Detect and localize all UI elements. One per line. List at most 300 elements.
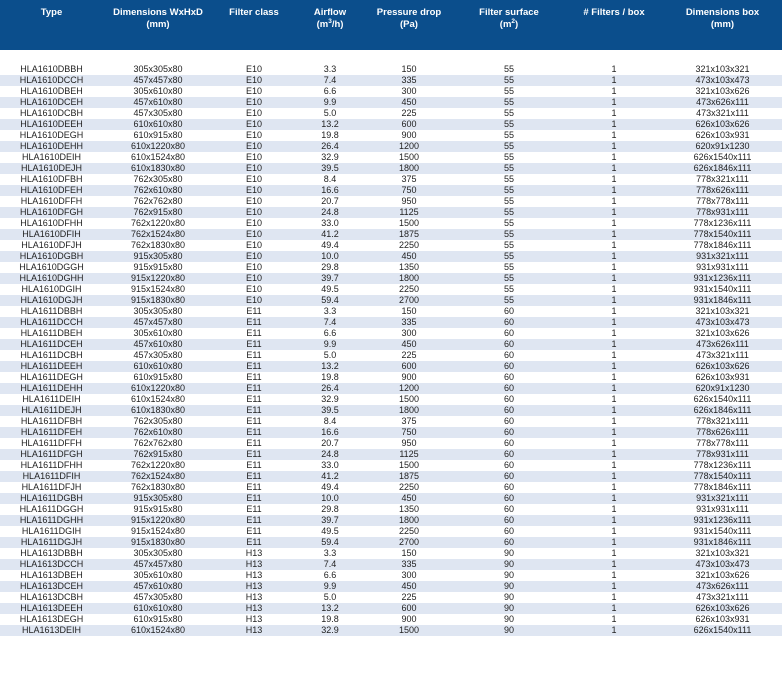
cell-filter-surface: 55 — [453, 295, 565, 306]
cell-pressure-drop: 1350 — [365, 504, 453, 515]
cell-dimensions-box: 778x321x111 — [663, 416, 782, 427]
cell-filter-class: E10 — [213, 119, 295, 130]
table-row — [0, 207, 782, 218]
cell-filters-per-box: 1 — [565, 218, 663, 229]
cell-pressure-drop: 2250 — [365, 526, 453, 537]
cell-filter-surface: 55 — [453, 86, 565, 97]
cell-type: HLA1610DFHH — [0, 218, 103, 229]
cell-filters-per-box: 1 — [565, 548, 663, 559]
cell-dimensions-box: 778x1846x111 — [663, 482, 782, 493]
cell-pressure-drop: 300 — [365, 328, 453, 339]
cell-airflow: 24.8 — [295, 207, 365, 218]
cell-filters-per-box: 1 — [565, 229, 663, 240]
cell-pressure-drop: 950 — [365, 196, 453, 207]
cell-pressure-drop: 300 — [365, 86, 453, 97]
cell-dimensions: 457x305x80 — [103, 592, 213, 603]
cell-filter-class: E11 — [213, 438, 295, 449]
cell-filters-per-box: 1 — [565, 570, 663, 581]
cell-filter-class: E11 — [213, 449, 295, 460]
table-row — [0, 581, 782, 592]
table-row — [0, 174, 782, 185]
table-row — [0, 383, 782, 394]
cell-filters-per-box: 1 — [565, 526, 663, 537]
cell-filters-per-box: 1 — [565, 86, 663, 97]
cell-type: HLA1611DFBH — [0, 416, 103, 427]
cell-pressure-drop: 1350 — [365, 262, 453, 273]
table-row — [0, 625, 782, 636]
cell-type: HLA1610DFFH — [0, 196, 103, 207]
cell-dimensions-box: 778x1846x111 — [663, 240, 782, 251]
cell-dimensions-box: 778x931x111 — [663, 449, 782, 460]
cell-type: HLA1610DGGH — [0, 262, 103, 273]
cell-dimensions-box: 473x626x111 — [663, 339, 782, 350]
cell-filters-per-box: 1 — [565, 625, 663, 636]
cell-pressure-drop: 450 — [365, 493, 453, 504]
cell-airflow: 49.5 — [295, 526, 365, 537]
cell-dimensions-box: 321x103x626 — [663, 328, 782, 339]
table-row — [0, 152, 782, 163]
cell-airflow: 32.9 — [295, 625, 365, 636]
cell-type: HLA1613DCBH — [0, 592, 103, 603]
cell-dimensions-box: 626x103x626 — [663, 119, 782, 130]
cell-filter-class: E10 — [213, 97, 295, 108]
cell-type: HLA1610DEEH — [0, 119, 103, 130]
table-row — [0, 570, 782, 581]
cell-pressure-drop: 150 — [365, 548, 453, 559]
cell-airflow: 49.4 — [295, 240, 365, 251]
cell-dimensions: 610x1524x80 — [103, 152, 213, 163]
cell-airflow: 10.0 — [295, 251, 365, 262]
cell-filter-class: E11 — [213, 328, 295, 339]
cell-dimensions-box: 321x103x321 — [663, 64, 782, 75]
table-row — [0, 416, 782, 427]
cell-type: HLA1610DEJH — [0, 163, 103, 174]
cell-filters-per-box: 1 — [565, 97, 663, 108]
cell-airflow: 19.8 — [295, 614, 365, 625]
cell-dimensions: 610x915x80 — [103, 372, 213, 383]
cell-filter-surface: 60 — [453, 317, 565, 328]
cell-pressure-drop: 2700 — [365, 295, 453, 306]
cell-dimensions: 915x1830x80 — [103, 537, 213, 548]
cell-pressure-drop: 1875 — [365, 471, 453, 482]
cell-dimensions: 915x1220x80 — [103, 515, 213, 526]
cell-pressure-drop: 900 — [365, 130, 453, 141]
cell-airflow: 49.4 — [295, 482, 365, 493]
cell-dimensions: 915x1524x80 — [103, 526, 213, 537]
table-row — [0, 141, 782, 152]
cell-type: HLA1611DFJH — [0, 482, 103, 493]
cell-airflow: 26.4 — [295, 141, 365, 152]
header-dimensions-box: Dimensions box (mm) — [663, 0, 782, 50]
cell-filters-per-box: 1 — [565, 405, 663, 416]
cell-filter-surface: 60 — [453, 394, 565, 405]
cell-type: HLA1611DGBH — [0, 493, 103, 504]
cell-dimensions-box: 620x91x1230 — [663, 383, 782, 394]
cell-airflow: 49.5 — [295, 284, 365, 295]
cell-filter-class: H13 — [213, 625, 295, 636]
header-type: Type — [0, 0, 103, 50]
table-row — [0, 75, 782, 86]
cell-dimensions: 762x1830x80 — [103, 240, 213, 251]
cell-pressure-drop: 150 — [365, 306, 453, 317]
cell-dimensions: 305x305x80 — [103, 548, 213, 559]
cell-filter-class: E10 — [213, 130, 295, 141]
cell-type: HLA1611DCBH — [0, 350, 103, 361]
table-row — [0, 548, 782, 559]
cell-dimensions: 762x1830x80 — [103, 482, 213, 493]
cell-dimensions-box: 778x1540x111 — [663, 471, 782, 482]
cell-pressure-drop: 1500 — [365, 460, 453, 471]
table-row — [0, 471, 782, 482]
cell-filter-class: E10 — [213, 251, 295, 262]
header-airflow: Airflow $(m^3/h)$ — [295, 0, 365, 50]
cell-filter-class: E10 — [213, 75, 295, 86]
table-row — [0, 526, 782, 537]
cell-filter-class: E10 — [213, 207, 295, 218]
cell-filter-surface: 55 — [453, 262, 565, 273]
cell-filter-surface: 55 — [453, 130, 565, 141]
cell-dimensions: 610x1830x80 — [103, 163, 213, 174]
cell-filters-per-box: 1 — [565, 141, 663, 152]
cell-pressure-drop: 1800 — [365, 163, 453, 174]
table-row — [0, 339, 782, 350]
cell-dimensions-box: 931x321x111 — [663, 251, 782, 262]
cell-airflow: 5.0 — [295, 592, 365, 603]
cell-pressure-drop: 1875 — [365, 229, 453, 240]
cell-filter-surface: 60 — [453, 405, 565, 416]
table-row — [0, 240, 782, 251]
cell-type: HLA1610DFEH — [0, 185, 103, 196]
cell-filter-surface: 55 — [453, 273, 565, 284]
cell-airflow: 39.5 — [295, 163, 365, 174]
cell-filter-surface: 60 — [453, 339, 565, 350]
cell-filters-per-box: 1 — [565, 306, 663, 317]
cell-dimensions-box: 931x1236x111 — [663, 273, 782, 284]
cell-airflow: 32.9 — [295, 394, 365, 405]
cell-dimensions: 915x1524x80 — [103, 284, 213, 295]
cell-airflow: 6.6 — [295, 86, 365, 97]
cell-airflow: 9.9 — [295, 97, 365, 108]
cell-dimensions-box: 473x626x111 — [663, 581, 782, 592]
cell-dimensions: 610x1220x80 — [103, 141, 213, 152]
cell-type: HLA1611DCCH — [0, 317, 103, 328]
cell-filter-surface: 90 — [453, 570, 565, 581]
cell-type: HLA1611DGGH — [0, 504, 103, 515]
cell-pressure-drop: 1800 — [365, 405, 453, 416]
cell-type: HLA1611DGIH — [0, 526, 103, 537]
cell-filter-surface: 60 — [453, 482, 565, 493]
cell-filter-class: E11 — [213, 504, 295, 515]
cell-dimensions: 305x610x80 — [103, 570, 213, 581]
cell-filter-surface: 60 — [453, 350, 565, 361]
cell-filters-per-box: 1 — [565, 207, 663, 218]
cell-airflow: 6.6 — [295, 328, 365, 339]
cell-pressure-drop: 150 — [365, 64, 453, 75]
cell-filter-class: E11 — [213, 372, 295, 383]
cell-type: HLA1613DEGH — [0, 614, 103, 625]
cell-dimensions: 457x305x80 — [103, 350, 213, 361]
cell-dimensions-box: 473x103x473 — [663, 317, 782, 328]
cell-filter-class: E10 — [213, 273, 295, 284]
cell-airflow: 20.7 — [295, 196, 365, 207]
cell-dimensions-box: 473x321x111 — [663, 592, 782, 603]
cell-filter-surface: 60 — [453, 361, 565, 372]
cell-filter-surface: 60 — [453, 526, 565, 537]
cell-dimensions: 610x1524x80 — [103, 394, 213, 405]
cell-dimensions: 915x915x80 — [103, 262, 213, 273]
table-row — [0, 515, 782, 526]
cell-filter-surface: 55 — [453, 251, 565, 262]
cell-filters-per-box: 1 — [565, 295, 663, 306]
cell-filter-class: E10 — [213, 152, 295, 163]
cell-dimensions: 457x305x80 — [103, 108, 213, 119]
table-row — [0, 361, 782, 372]
cell-filter-surface: 55 — [453, 196, 565, 207]
cell-dimensions-box: 321x103x321 — [663, 548, 782, 559]
cell-dimensions: 915x1220x80 — [103, 273, 213, 284]
cell-filter-surface: 55 — [453, 119, 565, 130]
cell-dimensions-box: 626x103x931 — [663, 614, 782, 625]
cell-dimensions-box: 626x1846x111 — [663, 405, 782, 416]
cell-dimensions: 610x915x80 — [103, 130, 213, 141]
cell-filters-per-box: 1 — [565, 130, 663, 141]
cell-dimensions: 915x305x80 — [103, 493, 213, 504]
cell-airflow: 5.0 — [295, 108, 365, 119]
cell-filter-class: H13 — [213, 559, 295, 570]
cell-filter-surface: 60 — [453, 416, 565, 427]
table-row — [0, 229, 782, 240]
cell-filter-class: H13 — [213, 548, 295, 559]
cell-filters-per-box: 1 — [565, 317, 663, 328]
cell-airflow: 7.4 — [295, 559, 365, 570]
cell-filter-class: E10 — [213, 284, 295, 295]
cell-type: HLA1611DEEH — [0, 361, 103, 372]
cell-airflow: 29.8 — [295, 504, 365, 515]
cell-pressure-drop: 1500 — [365, 218, 453, 229]
cell-type: HLA1611DGHH — [0, 515, 103, 526]
cell-dimensions-box: 931x1846x111 — [663, 295, 782, 306]
cell-pressure-drop: 950 — [365, 438, 453, 449]
cell-filter-class: E11 — [213, 482, 295, 493]
cell-dimensions: 305x305x80 — [103, 64, 213, 75]
cell-filter-surface: 90 — [453, 548, 565, 559]
cell-dimensions-box: 778x1236x111 — [663, 460, 782, 471]
cell-type: HLA1611DFHH — [0, 460, 103, 471]
cell-dimensions-box: 626x103x931 — [663, 130, 782, 141]
cell-airflow: 9.9 — [295, 581, 365, 592]
cell-type: HLA1611DFFH — [0, 438, 103, 449]
cell-filter-surface: 55 — [453, 97, 565, 108]
cell-filters-per-box: 1 — [565, 603, 663, 614]
cell-pressure-drop: 450 — [365, 339, 453, 350]
cell-filter-surface: 55 — [453, 229, 565, 240]
table-row — [0, 394, 782, 405]
cell-dimensions: 762x1220x80 — [103, 460, 213, 471]
cell-type: HLA1613DBBH — [0, 548, 103, 559]
table-row — [0, 482, 782, 493]
cell-airflow: 39.5 — [295, 405, 365, 416]
cell-dimensions: 762x915x80 — [103, 449, 213, 460]
cell-filter-surface: 55 — [453, 75, 565, 86]
cell-filter-class: E11 — [213, 537, 295, 548]
cell-type: HLA1611DBBH — [0, 306, 103, 317]
table-row — [0, 350, 782, 361]
cell-type: HLA1611DEGH — [0, 372, 103, 383]
cell-pressure-drop: 1500 — [365, 394, 453, 405]
table-row — [0, 405, 782, 416]
cell-pressure-drop: 335 — [365, 317, 453, 328]
cell-dimensions: 305x305x80 — [103, 306, 213, 317]
cell-filter-class: E10 — [213, 185, 295, 196]
header-spacer-row — [0, 50, 782, 64]
cell-pressure-drop: 1125 — [365, 449, 453, 460]
cell-dimensions-box: 620x91x1230 — [663, 141, 782, 152]
cell-dimensions: 610x1830x80 — [103, 405, 213, 416]
cell-airflow: 33.0 — [295, 460, 365, 471]
table-row — [0, 251, 782, 262]
cell-filters-per-box: 1 — [565, 581, 663, 592]
cell-dimensions-box: 473x321x111 — [663, 350, 782, 361]
table-row — [0, 64, 782, 75]
cell-airflow: 59.4 — [295, 295, 365, 306]
cell-filters-per-box: 1 — [565, 251, 663, 262]
cell-dimensions: 762x305x80 — [103, 174, 213, 185]
table-row — [0, 493, 782, 504]
cell-filter-class: H13 — [213, 570, 295, 581]
cell-airflow: 29.8 — [295, 262, 365, 273]
cell-airflow: 13.2 — [295, 603, 365, 614]
cell-filters-per-box: 1 — [565, 427, 663, 438]
cell-filters-per-box: 1 — [565, 64, 663, 75]
cell-filter-class: E10 — [213, 174, 295, 185]
cell-dimensions-box: 626x103x931 — [663, 372, 782, 383]
cell-filter-surface: 55 — [453, 284, 565, 295]
header-filter-surface: Filter surface $(m^2)$ — [453, 0, 565, 50]
cell-dimensions-box: 778x778x111 — [663, 196, 782, 207]
cell-pressure-drop: 450 — [365, 581, 453, 592]
table-row — [0, 603, 782, 614]
cell-filter-class: E11 — [213, 306, 295, 317]
header-pressure-drop: Pressure drop (Pa) — [365, 0, 453, 50]
cell-filter-class: H13 — [213, 581, 295, 592]
cell-filter-class: E11 — [213, 394, 295, 405]
cell-filter-class: E10 — [213, 86, 295, 97]
cell-filter-surface: 90 — [453, 592, 565, 603]
header-filters-per-box: # Filters / box — [565, 0, 663, 50]
cell-dimensions-box: 931x1846x111 — [663, 537, 782, 548]
cell-dimensions-box: 473x321x111 — [663, 108, 782, 119]
cell-pressure-drop: 1500 — [365, 152, 453, 163]
cell-pressure-drop: 750 — [365, 185, 453, 196]
cell-filter-class: E11 — [213, 350, 295, 361]
cell-filters-per-box: 1 — [565, 537, 663, 548]
cell-filters-per-box: 1 — [565, 108, 663, 119]
cell-dimensions-box: 321x103x626 — [663, 86, 782, 97]
cell-type: HLA1611DFEH — [0, 427, 103, 438]
header-row — [0, 0, 782, 50]
cell-pressure-drop: 2250 — [365, 284, 453, 295]
cell-pressure-drop: 900 — [365, 614, 453, 625]
cell-filter-surface: 55 — [453, 152, 565, 163]
cell-dimensions: 610x610x80 — [103, 119, 213, 130]
table-row — [0, 306, 782, 317]
cell-filter-class: E10 — [213, 240, 295, 251]
cell-type: HLA1610DCEH — [0, 97, 103, 108]
cell-airflow: 13.2 — [295, 119, 365, 130]
cell-filter-class: E10 — [213, 218, 295, 229]
cell-pressure-drop: 450 — [365, 97, 453, 108]
cell-pressure-drop: 450 — [365, 251, 453, 262]
cell-type: HLA1611DGJH — [0, 537, 103, 548]
cell-airflow: 59.4 — [295, 537, 365, 548]
cell-filters-per-box: 1 — [565, 174, 663, 185]
cell-filters-per-box: 1 — [565, 273, 663, 284]
cell-airflow: 8.4 — [295, 416, 365, 427]
cell-filter-surface: 60 — [453, 383, 565, 394]
cell-filter-surface: 60 — [453, 493, 565, 504]
cell-dimensions-box: 931x321x111 — [663, 493, 782, 504]
cell-type: HLA1613DCCH — [0, 559, 103, 570]
cell-filter-surface: 55 — [453, 218, 565, 229]
cell-filter-class: E11 — [213, 471, 295, 482]
cell-dimensions-box: 778x1540x111 — [663, 229, 782, 240]
cell-dimensions: 457x610x80 — [103, 581, 213, 592]
cell-filters-per-box: 1 — [565, 284, 663, 295]
table-row — [0, 218, 782, 229]
cell-dimensions: 610x610x80 — [103, 361, 213, 372]
cell-pressure-drop: 1800 — [365, 273, 453, 284]
cell-filter-surface: 55 — [453, 141, 565, 152]
cell-dimensions: 915x915x80 — [103, 504, 213, 515]
table-row — [0, 130, 782, 141]
cell-airflow: 19.8 — [295, 130, 365, 141]
cell-pressure-drop: 225 — [365, 108, 453, 119]
cell-dimensions: 610x915x80 — [103, 614, 213, 625]
cell-filter-class: E11 — [213, 339, 295, 350]
cell-pressure-drop: 225 — [365, 350, 453, 361]
cell-filters-per-box: 1 — [565, 240, 663, 251]
cell-dimensions-box: 778x321x111 — [663, 174, 782, 185]
cell-airflow: 9.9 — [295, 339, 365, 350]
cell-filters-per-box: 1 — [565, 152, 663, 163]
cell-filter-class: E11 — [213, 460, 295, 471]
cell-dimensions-box: 626x1540x111 — [663, 625, 782, 636]
cell-filter-surface: 60 — [453, 372, 565, 383]
table-row — [0, 427, 782, 438]
cell-pressure-drop: 2250 — [365, 240, 453, 251]
cell-airflow: 20.7 — [295, 438, 365, 449]
cell-type: HLA1611DEIH — [0, 394, 103, 405]
cell-filter-class: E11 — [213, 416, 295, 427]
cell-airflow: 3.3 — [295, 64, 365, 75]
cell-dimensions: 762x915x80 — [103, 207, 213, 218]
cell-pressure-drop: 600 — [365, 603, 453, 614]
cell-filters-per-box: 1 — [565, 394, 663, 405]
cell-dimensions: 762x1220x80 — [103, 218, 213, 229]
cell-airflow: 7.4 — [295, 317, 365, 328]
cell-type: HLA1610DBEH — [0, 86, 103, 97]
cell-filter-class: E11 — [213, 427, 295, 438]
cell-filter-class: H13 — [213, 592, 295, 603]
cell-airflow: 39.7 — [295, 273, 365, 284]
cell-type: HLA1610DFJH — [0, 240, 103, 251]
cell-airflow: 33.0 — [295, 218, 365, 229]
cell-dimensions: 762x610x80 — [103, 427, 213, 438]
cell-type: HLA1611DEHH — [0, 383, 103, 394]
cell-type: HLA1610DCCH — [0, 75, 103, 86]
cell-type: HLA1610DBBH — [0, 64, 103, 75]
cell-pressure-drop: 225 — [365, 592, 453, 603]
